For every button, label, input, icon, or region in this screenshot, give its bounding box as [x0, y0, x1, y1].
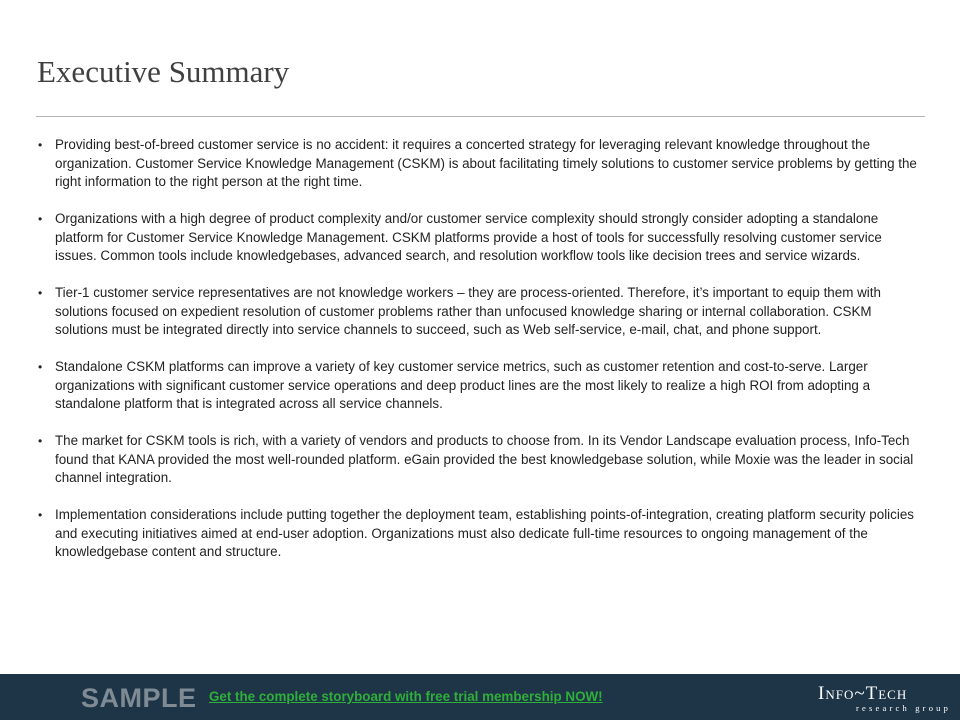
bullet-dot-icon: • — [38, 286, 43, 300]
sample-label: SAMPLE — [81, 683, 197, 713]
bullet-text: The market for CSKM tools is rich, with a variety of vendors and products to choose from. In its Vendor Landscape evaluation process, Info-Tech found that KANA provided the most well-rounded platform. eGain provided the best knowledgebase solution, while Moxie was the leader in social channel integration. — [55, 433, 914, 485]
bullet-item — [38, 284, 926, 340]
trial-membership-link[interactable]: Get the complete storyboard with free trial membership NOW! — [209, 689, 603, 704]
info-tech-logo — [818, 683, 952, 714]
page-title: Executive Summary — [37, 54, 290, 89]
bullet-item — [38, 136, 926, 192]
bullet-text: Standalone CSKM platforms can improve a variety of key customer service metrics, such as customer retention and cost-to-serve. Larger organizations with significant customer service operations and deep product lines are the most likely to realize a high ROI from adopting a standalone platform that is integrated across all service channels. — [55, 359, 871, 411]
bullet-dot-icon: • — [38, 508, 43, 522]
bullet-text: Providing best-of-breed customer service is no accident: it requires a concerted strategy for leveraging relevant knowledge throughout the organization. Customer Service Knowledge Management (CSKM) is about facilitating timely solutions to customer service problems by getting the right information to the right person at the right time. — [55, 137, 917, 189]
bullet-text: Tier-1 customer service representatives are not knowledge workers – they are process-oriented. Therefore, it’s important to equip them with solutions focused on expedient resolution of customer problems rather than unfocused knowledge sharing or internal collaboration. CSKM solutions must be integrated directly into service channels to succeed, such as Web self-service, e-mail, chat, and phone support. — [55, 285, 881, 337]
bullet-dot-icon: • — [38, 434, 43, 448]
logo-name: Info~Tech — [818, 683, 908, 704]
bullet-list — [38, 136, 926, 580]
footer-bar — [0, 674, 960, 720]
bullet-dot-icon: • — [38, 138, 43, 152]
bullet-item — [38, 506, 926, 562]
bullet-text: Organizations with a high degree of product complexity and/or customer service complexity should strongly consider adopting a standalone platform for Customer Service Knowledge Management. CSKM platforms provide a host of tools for successfully resolving customer service issues. Common tools include knowledgebases, advanced search, and resolution workflow tools like decision trees and service wizards. — [55, 211, 882, 263]
bullet-item — [38, 210, 926, 266]
bullet-text: Implementation considerations include putting together the deployment team, establishing points-of-integration, creating platform security policies and executing initiatives aimed at end-user adoption. Organizations must also dedicate full-time resources to ongoing management of the knowledgebase content and structure. — [55, 507, 914, 559]
bullet-item — [38, 358, 926, 414]
bullet-item — [38, 432, 926, 488]
bullet-dot-icon: • — [38, 212, 43, 226]
bullet-dot-icon: • — [38, 360, 43, 374]
logo-tagline: research group — [856, 703, 952, 713]
title-divider — [36, 116, 925, 117]
